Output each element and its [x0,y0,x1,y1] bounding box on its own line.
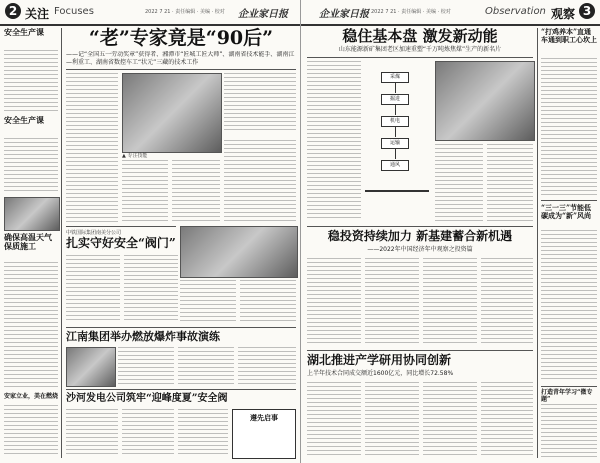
article-body-text [4,405,58,457]
section-rule [307,350,533,351]
left-page-header [0,0,300,26]
section-title-cn: 观察 [551,7,576,21]
drill-photo [66,347,116,387]
article-body-text [238,347,296,385]
article-body-text [4,138,58,193]
article-body-text [4,50,58,112]
sidebar-title: “三一三”节能低碳成为“新”风尚 [541,203,592,220]
flow-cell: 机电 [381,116,409,127]
article-body-text [66,73,118,223]
headline-rule [307,57,533,58]
article-body-text [541,58,597,196]
section-rule [541,386,597,387]
article-body-text [423,258,477,346]
worker-photo [122,73,222,153]
article-body-text [240,280,296,323]
article-body-text [541,404,597,457]
article-subheadline: ——2022年中国经济年中观察之投资篇 [367,246,473,253]
section-title-cn: 关注 [25,7,50,21]
page-number-badge: 3 [579,3,595,19]
article-body-text [66,409,118,457]
paper-name: 企业家日报 [238,9,288,20]
section-rule [66,226,176,227]
right-page-header [301,0,600,26]
column-rule [537,28,538,458]
sidebar-title: “打鸡养本”直通车通到职工心坎上 [541,27,597,44]
construction-photo [4,197,60,231]
article-body-text [224,73,296,133]
left-mid-title: 确保高温天气保质施工 [4,232,52,251]
section-rule [541,200,597,201]
column-rule [61,28,62,458]
flow-arrow [395,105,396,115]
article-kicker: 中铁国际集团南美分公司 [66,230,122,236]
page-number-badge: 2 [5,3,21,19]
machinery-photo [180,226,298,278]
left-column-title-2: 安全生产课 [4,115,44,125]
main-subheadline: 山东能源新矿集团老区加速重塑“千万吨炼焦煤”生产的新名片 [338,46,502,53]
right-page [301,0,600,463]
article-body-text [435,144,483,221]
section-rule [66,327,296,328]
notice-box [232,409,296,459]
main-headline: “老”专家竟是“90后” [88,27,274,49]
flow-baseline [365,190,429,192]
notice-title: 遵先启事 [250,413,278,422]
article-body-text [118,347,174,385]
control-room-photo [435,61,535,141]
article-body-text [307,258,361,346]
article-body-text [224,140,296,223]
article-subheadline: 上半年技术合同成交额近1600亿元，同比增长72.58% [307,370,454,377]
main-subheadline: ——记“全国五一劳动奖章”获得者、湘潭市“匠城工匠大师”、湖南省技术能手、湖南江—利重工、湖南省数控车工“状元”三藏的技术工作 [66,51,295,66]
section-title-en: Focuses [54,6,94,17]
article-headline: 江南集团举办燃放爆炸事故演练 [66,330,220,343]
issue-date-line: 2022 7 21 · 责任编辑 · 美编 · 校对 [371,9,451,15]
article-body-text [481,258,533,346]
main-headline: 稳住基本盘 激发新动能 [342,27,498,45]
section-rule [66,389,296,390]
flow-arrow [395,83,396,93]
article-body-text [365,258,419,346]
paper-name: 企业家日报 [319,9,369,20]
article-body-text [4,262,58,390]
flow-arrow [395,149,396,159]
left-column-title: 安全生产课 [4,27,44,37]
left-small-title: 安家立业，美在燃烧 [4,393,59,400]
flow-cell: 运输 [381,138,409,149]
section-rule [307,226,533,227]
sidebar-title: 打造青年学习“微专题” [541,389,593,403]
flow-cell: 掘进 [381,94,409,105]
article-body-text [481,382,533,457]
article-body-text [365,382,419,457]
article-body-text [124,255,178,323]
article-body-text [172,160,220,223]
article-headline: 扎实守好安全“阀门” [66,236,176,250]
article-body-text [180,280,236,323]
article-body-text [487,144,533,221]
article-body-text [178,347,234,385]
article-body-text [178,409,228,457]
article-headline: 沙河发电公司筑牢“迎峰度夏”安全阀 [66,393,228,404]
photo-caption: ▲ 专注技能 [122,153,148,159]
article-body-text [122,409,174,457]
article-headline: 湖北推进产学研用协同创新 [307,353,452,367]
headline-rule [66,69,296,70]
article-body-text [541,230,597,382]
flow-cell: 通风 [381,160,409,171]
article-body-text [307,382,361,457]
flow-arrow [395,127,396,137]
article-body-text [122,160,168,223]
article-body-text [66,255,120,323]
article-body-text [307,61,361,221]
issue-date-line: 2022 7 21 · 责任编辑 · 美编 · 校对 [145,9,225,15]
article-body-text [423,382,477,457]
section-title-en: Observation [485,6,546,17]
article-headline: 稳投资持续加力 新基建蓄合新机遇 [327,229,513,243]
flow-cell: 采煤 [381,72,409,83]
